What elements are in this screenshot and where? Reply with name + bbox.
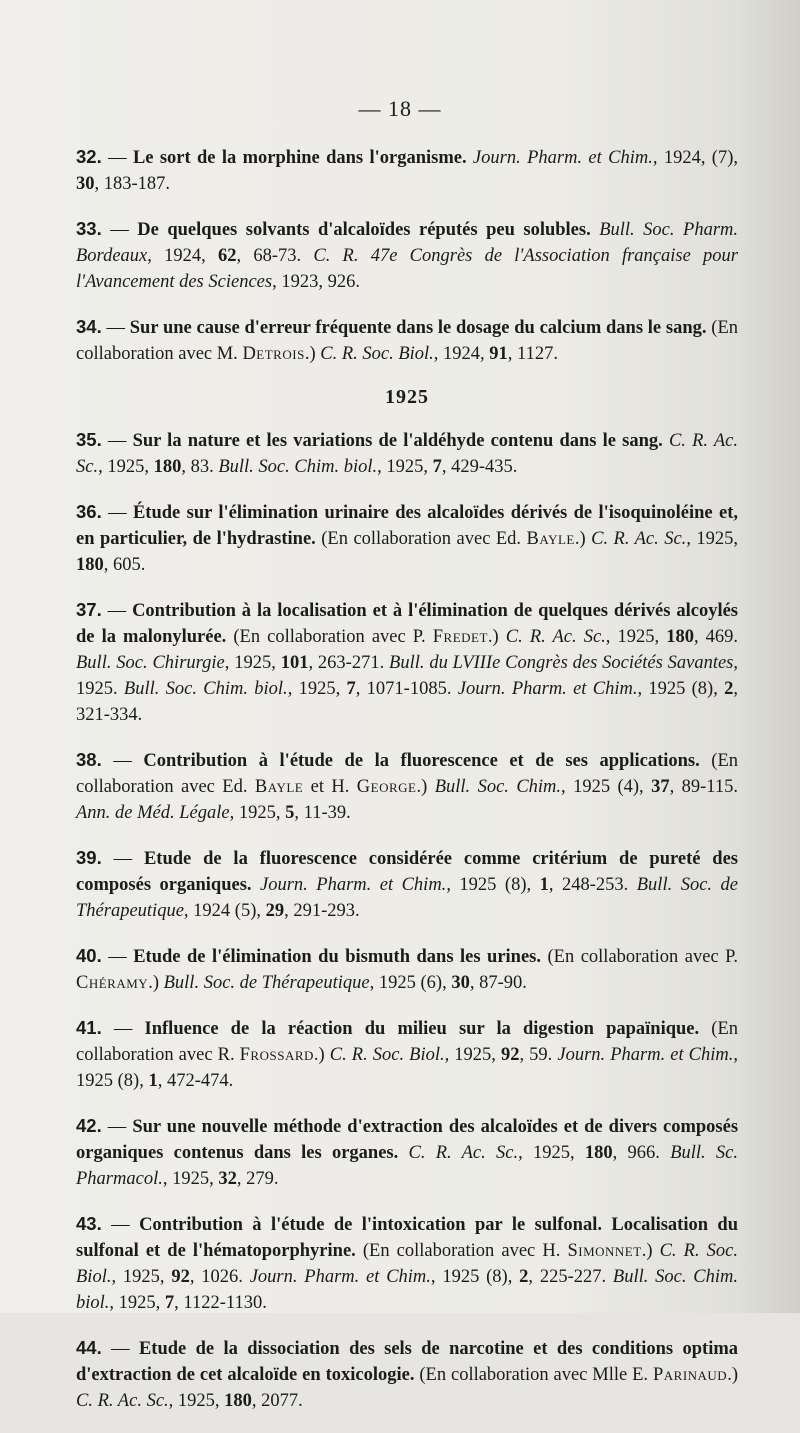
volume-number: 5 — [285, 803, 295, 823]
volume-number: 30 — [76, 174, 95, 194]
entry-number: 40. — [76, 945, 102, 966]
citation-text: (En collaboration avec M. — [76, 318, 738, 364]
entry-title: Contribution à l'étude de l'intoxication par le sulfonal. Localisation du sulfonal et de l'hématoporphyrine. — [76, 1215, 738, 1261]
entry-dash: — — [108, 503, 127, 523]
bibliography-entry — [76, 1211, 738, 1316]
page-number: — 18 — — [358, 96, 442, 121]
entry-dash: — — [107, 1117, 127, 1137]
citation-text: , 1925. — [76, 653, 738, 699]
citation-text: , 1925, — [168, 1391, 225, 1411]
volume-number: 91 — [489, 344, 508, 364]
bibliography-entry — [76, 943, 738, 996]
journal-reference: Bull. Soc. Pharm. Bordeaux — [76, 220, 739, 266]
citation-text: , 605. — [103, 555, 146, 575]
entry-dash: — — [111, 1339, 130, 1359]
entry-number: 36. — [76, 501, 102, 522]
entry-title: Etude de l'élimination du bismuth dans les urines. — [133, 947, 542, 967]
volume-number: 62 — [217, 246, 237, 266]
journal-reference: C. R. Ac. Sc. — [76, 431, 738, 477]
journal-reference: Journ. Pharm. et Chim. — [249, 1267, 431, 1287]
citation-text: (En collaboration avec H. — [355, 1241, 568, 1261]
citation-text: (En collaboration avec Ed. — [315, 529, 527, 549]
journal-reference: Bull. Soc. Chim. — [434, 777, 562, 797]
journal-reference: Bull. Soc. de Thérapeutique — [163, 973, 370, 993]
journal-reference: Bull. Soc. de Thérapeutique — [76, 875, 738, 921]
citation-text: , 1925, — [605, 627, 667, 647]
volume-number: 2 — [724, 679, 734, 699]
entry-dash: — — [107, 431, 127, 451]
volume-number: 30 — [451, 973, 470, 993]
bibliography-entry — [76, 1015, 738, 1094]
bibliography-entry — [76, 216, 738, 295]
citation-text: , 966. — [612, 1143, 671, 1163]
citation-text: , 83. — [181, 457, 219, 477]
citation-text: , 1925 (8), — [637, 679, 725, 699]
entry-dash: — — [113, 849, 133, 869]
entry-number: 37. — [76, 599, 102, 620]
citation-text: , 1925, — [444, 1045, 501, 1065]
citation-text: , 225-227. — [528, 1267, 613, 1287]
volume-number: 92 — [501, 1045, 520, 1065]
journal-reference: C. R. Ac. Sc. — [505, 627, 606, 647]
journal-reference: C. R. Ac. Sc. — [398, 1143, 519, 1163]
entry-title: Etude de la dissociation des sels de narcotine et des conditions optima d'extraction de cet alcaloïde en toxicologie. — [76, 1339, 738, 1385]
citation-text: , 1924, — [433, 344, 490, 364]
entry-number: 43. — [76, 1213, 102, 1234]
entry-number: 39. — [76, 847, 102, 868]
citation-text: , 321-334. — [76, 679, 739, 725]
journal-reference: Bull. Soc. Chirurgie — [76, 653, 225, 673]
bibliography-entry — [76, 1335, 738, 1414]
entry-dash: — — [113, 1019, 133, 1039]
citation-text: (En collaboration avec P. — [226, 627, 433, 647]
citation-text: , 1925 (8), — [430, 1267, 520, 1287]
citation-text: , 1925, — [287, 679, 347, 699]
bibliography-entry — [76, 597, 738, 728]
citation-text: .) — [304, 344, 321, 364]
citation-text: , 1026. — [189, 1267, 250, 1287]
citation-text: , 1925 (8), — [446, 875, 540, 895]
journal-reference: Journ. Pharm. et Chim. — [457, 679, 638, 699]
bibliography-entry — [76, 1113, 738, 1192]
journal-reference: C. R. Ac. Sc. — [76, 1391, 169, 1411]
volume-number: 1 — [539, 875, 549, 895]
entry-dash: — — [106, 318, 125, 338]
author-name: George — [356, 777, 417, 797]
citation-text: , 1122-1130. — [174, 1293, 267, 1313]
entry-dash: — — [113, 751, 132, 771]
citation-text: , 248-253. — [548, 875, 637, 895]
citation-text: , 1924, — [147, 246, 218, 266]
entry-dash: — — [107, 601, 127, 621]
citation-text: , 2077. — [251, 1391, 303, 1411]
bibliography-list — [76, 144, 738, 1433]
entry-title: Le sort de la morphine dans l'organisme. — [132, 148, 467, 168]
volume-number: 180 — [76, 555, 104, 575]
citation-text: (En collaboration avec P. — [541, 947, 739, 967]
author-name: Chéramy — [76, 973, 149, 993]
bibliography-entry — [76, 144, 738, 197]
volume-number: 29 — [265, 901, 285, 921]
journal-reference: Journ. Pharm. et Chim. — [557, 1045, 734, 1065]
citation-text: , 1925 (6), — [369, 973, 452, 993]
entry-dash: — — [108, 148, 127, 168]
citation-text: , 472-474. — [157, 1071, 234, 1091]
bibliography-entry — [76, 845, 738, 924]
citation-text: , 1925, — [98, 457, 154, 477]
citation-text: , 1924 (5), — [183, 901, 266, 921]
journal-reference: C. R. Soc. Biol. — [76, 1241, 738, 1287]
volume-number: 7 — [164, 1293, 175, 1313]
author-name: Bayle — [254, 777, 304, 797]
citation-text: , 1925, — [111, 1267, 172, 1287]
citation-text: (En collaboration avec Mlle E. — [414, 1365, 653, 1385]
citation-text: .) — [313, 1045, 330, 1065]
author-name: Detrois — [242, 344, 305, 364]
journal-reference: Journ. Pharm. et Chim. — [466, 148, 653, 168]
journal-reference: Bull. du LVIIIe Congrès des Sociétés Savantes — [389, 653, 734, 673]
author-name: Frossard — [239, 1045, 314, 1065]
entry-number: 44. — [76, 1337, 102, 1358]
volume-number: 180 — [584, 1143, 613, 1163]
volume-number: 101 — [280, 653, 309, 673]
volume-number: 32 — [218, 1169, 237, 1189]
journal-reference: Ann. de Méd. Légale — [76, 803, 230, 823]
journal-reference: Bull. Soc. Chim. biol. — [76, 1267, 739, 1313]
citation-text: , 68-73. — [236, 246, 314, 266]
citation-text: .) — [148, 973, 164, 993]
entry-dash: — — [108, 947, 127, 967]
year-heading: 1925 — [385, 386, 429, 408]
citation-text: , 1923, 926. — [272, 272, 360, 292]
entry-title: Étude sur l'élimination urinaire des alcaloïdes dérivés de l'isoquinoléine et, en particulier, de l'hydrastine. — [76, 503, 738, 549]
citation-text: , 1925, — [224, 653, 281, 673]
citation-text: , 1925, — [109, 1293, 165, 1313]
journal-reference: Bull. Soc. Chim. biol. — [123, 679, 288, 699]
citation-text: , 1127. — [507, 344, 558, 364]
entry-number: 42. — [76, 1115, 102, 1136]
volume-number: 7 — [432, 457, 442, 477]
entry-title: Sur une cause d'erreur fréquente dans le dosage du calcium dans le sang. — [129, 318, 707, 338]
citation-text: , 89-115. — [669, 777, 738, 797]
citation-text: , 59. — [519, 1045, 558, 1065]
bibliography-entry — [76, 499, 738, 578]
entry-title: Contribution à la localisation et à l'élimination de quelques dérivés alcoylés de la malonylurée. — [76, 601, 739, 647]
bibliography-entry — [76, 314, 738, 367]
journal-reference: C. R. Soc. Biol. — [320, 344, 434, 364]
entry-number: 32. — [76, 146, 102, 167]
entry-dash: — — [110, 220, 129, 240]
citation-text: (En collaboration avec R. — [76, 1019, 739, 1065]
volume-number: 1 — [148, 1071, 158, 1091]
entry-number: 35. — [76, 429, 102, 450]
citation-text: .) — [727, 1365, 738, 1385]
journal-reference: C. R. Ac. Sc. — [591, 529, 687, 549]
volume-number: 180 — [224, 1391, 252, 1411]
citation-text: , 183-187. — [94, 174, 171, 194]
entry-title: Sur la nature et les variations de l'aldéhyde contenu dans le sang. — [132, 431, 663, 451]
citation-text: , 1925, — [162, 1169, 219, 1189]
entry-number: 33. — [76, 218, 102, 239]
journal-reference: C. R. 47e Congrès de l'Association française pour l'Avancement des Sciences — [76, 246, 738, 292]
journal-reference: Bull. Soc. Chim. biol. — [218, 457, 378, 477]
citation-text: , 1924, (7), — [652, 148, 739, 168]
journal-reference: Bull. Sc. Pharmacol. — [76, 1143, 739, 1189]
citation-text: , 1925, — [229, 803, 286, 823]
citation-text: .) — [487, 627, 506, 647]
entry-title: De quelques solvants d'alcaloïdes réputés peu solubles. — [137, 220, 591, 240]
citation-text: , 279. — [236, 1169, 279, 1189]
entry-title: Sur une nouvelle méthode d'extraction des alcaloïdes et de divers composés organiques contenus dans les organes. — [76, 1117, 739, 1163]
author-name: Bayle — [526, 529, 575, 549]
entry-number: 38. — [76, 749, 102, 770]
author-name: Fredet — [432, 627, 488, 647]
citation-text: .) — [574, 529, 592, 549]
journal-reference: Journ. Pharm. et Chim. — [251, 875, 447, 895]
volume-number: 180 — [153, 457, 182, 477]
citation-text: et H. — [303, 777, 357, 797]
journal-reference: C. R. Soc. Biol. — [329, 1045, 445, 1065]
citation-text: , 1925, — [518, 1143, 585, 1163]
entry-title: Etude de la fluorescence considérée comme critérium de pureté des composés organiques. — [76, 849, 738, 895]
entry-number: 34. — [76, 316, 102, 337]
entry-dash: — — [111, 1215, 130, 1235]
bibliography-entry — [76, 747, 738, 826]
bibliography-entry — [76, 427, 738, 480]
citation-text: , 263-271. — [308, 653, 390, 673]
citation-text: , 1925 (4), — [561, 777, 652, 797]
volume-number: 180 — [666, 627, 694, 647]
volume-number: 92 — [171, 1267, 190, 1287]
citation-text: , 469. — [693, 627, 739, 647]
citation-text: , 1925 (8), — [76, 1045, 739, 1091]
citation-text: , 87-90. — [469, 973, 527, 993]
author-name: Simonnet — [567, 1241, 642, 1261]
citation-text: , 1925, — [686, 529, 739, 549]
citation-text: , 1925, — [377, 457, 433, 477]
volume-number: 7 — [346, 679, 356, 699]
author-name: Parinaud — [652, 1365, 728, 1385]
citation-text: .) — [416, 777, 435, 797]
entry-number: 41. — [76, 1017, 102, 1038]
citation-text: .) — [641, 1241, 660, 1261]
citation-text: (En collaboration avec Ed. — [76, 751, 739, 797]
citation-text: , 11-39. — [294, 803, 351, 823]
volume-number: 2 — [519, 1267, 529, 1287]
entry-title: Influence de la réaction du milieu sur la digestion papaïnique. — [144, 1019, 700, 1039]
citation-text: , 1071-1085. — [355, 679, 458, 699]
citation-text: , 291-293. — [284, 901, 360, 921]
volume-number: 37 — [651, 777, 670, 797]
entry-title: Contribution à l'étude de la fluorescence et de ses applications. — [143, 751, 700, 771]
citation-text: , 429-435. — [441, 457, 518, 477]
